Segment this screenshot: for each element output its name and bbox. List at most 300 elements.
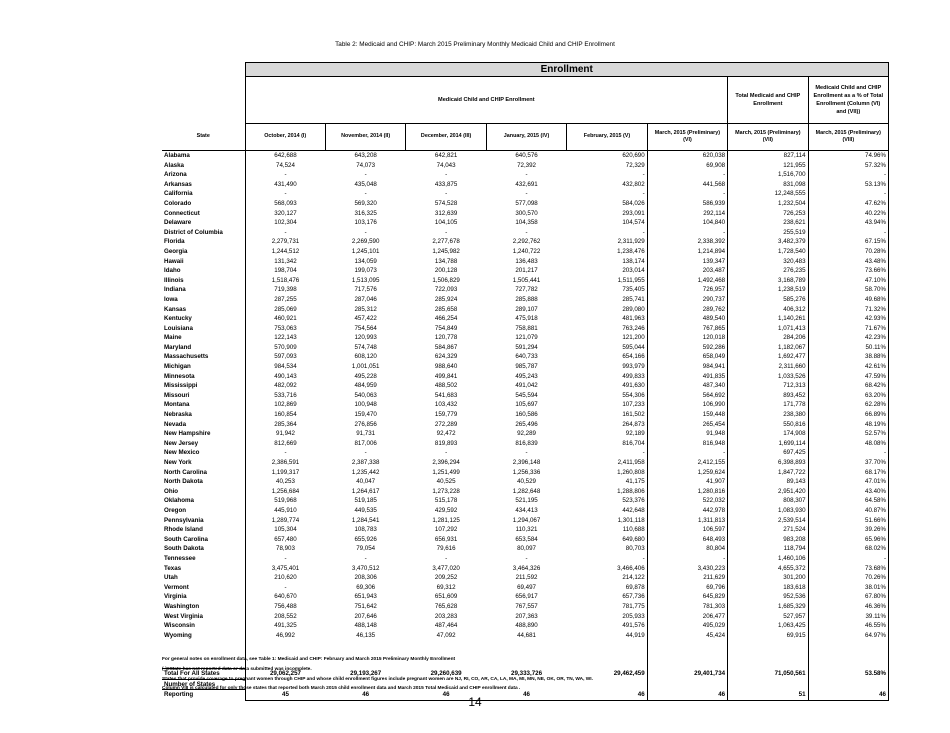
table-cell: 499,833 <box>567 372 647 382</box>
table-cell: 214,122 <box>567 573 647 583</box>
table-cell: 47.59% <box>808 372 888 382</box>
table-cell: 209,252 <box>434 574 458 582</box>
table-row <box>162 391 889 401</box>
table-cell: 203,487 <box>647 266 727 276</box>
table-cell: 159,470 <box>354 411 377 419</box>
table-cell: 70.26% <box>808 573 888 583</box>
state-name: Connecticut <box>164 209 200 217</box>
table-cell: 138,174 <box>567 257 647 267</box>
table-cell: 3,470,512 <box>351 564 380 572</box>
table-cell: 108,783 <box>354 526 377 534</box>
table-row <box>162 583 889 593</box>
table-cell: 533,716 <box>245 391 325 401</box>
table-cell: 767,557 <box>515 602 538 610</box>
table-cell: 1,238,519 <box>728 285 808 295</box>
table-cell: 53.13% <box>808 180 888 190</box>
table-cell: 570,909 <box>245 343 325 353</box>
table-cell: 238,621 <box>728 218 808 228</box>
enrollment-title: Enrollment <box>245 63 889 77</box>
table-cell: 568,093 <box>245 199 325 209</box>
table-cell: 207,646 <box>354 612 377 620</box>
table-row <box>162 228 889 238</box>
table-cell: 285,069 <box>245 305 325 315</box>
table-cell: 481,963 <box>567 314 647 324</box>
column-header: March, 2015 (Preliminary) (VI) <box>647 124 727 151</box>
table-cell: - <box>525 228 528 236</box>
table-cell: 592,286 <box>647 343 727 353</box>
table-cell: 40.87% <box>808 506 888 516</box>
table-cell: 816,704 <box>567 439 647 449</box>
table-cell: 276,235 <box>728 266 808 276</box>
table-cell: 69,497 <box>517 583 536 591</box>
table-row <box>162 535 889 545</box>
table-cell: 817,006 <box>354 439 377 447</box>
table-cell: 491,042 <box>515 382 538 390</box>
table-cell: 92,472 <box>436 430 456 438</box>
table-cell: 2,386,591 <box>245 458 325 468</box>
table-cell: 1,294,067 <box>512 516 541 524</box>
table-cell: 577,098 <box>515 199 538 207</box>
state-name: North Dakota <box>164 478 203 486</box>
table-row <box>162 448 889 458</box>
table-caption: Table 2: Medicaid and CHIP: March 2015 Preliminary Monthly Medicaid Child and CHIP Enrollment <box>335 41 615 48</box>
table-cell: 1,083,930 <box>728 506 808 516</box>
table-row <box>162 209 889 219</box>
table-cell: 287,046 <box>354 295 377 303</box>
table-cell: 272,289 <box>434 420 458 428</box>
table-cell: 597,093 <box>245 352 325 362</box>
table-cell: 46.36% <box>808 602 888 612</box>
total-cell: 29,462,459 <box>567 669 647 680</box>
state-name: Arizona <box>164 171 187 179</box>
table-cell: - <box>808 228 888 238</box>
table-cell: 645,829 <box>647 592 727 602</box>
table-cell: 41,175 <box>567 477 647 487</box>
table-cell: 265,454 <box>647 420 727 430</box>
table-cell: 67.80% <box>808 592 888 602</box>
state-name: Ohio <box>164 487 179 495</box>
table-cell: 106,597 <box>647 525 727 535</box>
state-name: Wyoming <box>164 631 192 639</box>
table-cell: 753,063 <box>245 324 325 334</box>
table-cell: 45,424 <box>647 631 727 641</box>
table-cell: 2,277,678 <box>432 238 460 246</box>
table-cell: 488,148 <box>354 622 377 630</box>
table-cell: 527,957 <box>728 612 808 622</box>
table-cell: 104,840 <box>647 218 727 228</box>
reporting-cell: 51 <box>728 690 808 700</box>
table-cell: 40,525 <box>436 478 456 486</box>
table-cell: - <box>445 554 448 562</box>
table-cell: - <box>445 228 448 236</box>
table-cell: 488,502 <box>434 382 458 390</box>
table-cell: 488,890 <box>515 622 538 630</box>
table-cell: 657,736 <box>567 592 647 602</box>
table-cell: 816,948 <box>647 439 727 449</box>
table-cell: 540,063 <box>354 391 377 399</box>
table-cell: 78,903 <box>245 544 325 554</box>
column-header: February, 2015 (V) <box>567 124 647 151</box>
table-cell: 1,284,541 <box>351 516 380 524</box>
table-cell: 1,506,829 <box>432 276 460 284</box>
table-cell: - <box>647 228 727 238</box>
table-cell: - <box>364 228 367 236</box>
reporting-cell: 46 <box>808 690 888 700</box>
table-cell: 103,176 <box>354 219 377 227</box>
table-cell: 46,135 <box>356 631 376 639</box>
table-cell: 442,978 <box>647 506 727 516</box>
table-cell: 429,592 <box>434 506 458 514</box>
table-cell: 1,281,125 <box>432 516 460 524</box>
total-enrollment-header: Total Medicaid and CHIP Enrollment <box>728 77 808 124</box>
table-cell: 71.32% <box>808 305 888 315</box>
table-cell: 2,387,338 <box>351 459 380 466</box>
table-row <box>162 554 889 564</box>
table-cell: 2,279,731 <box>245 237 325 247</box>
table-cell: 131,342 <box>245 257 325 267</box>
table-row <box>162 189 889 199</box>
state-name: Arkansas <box>164 180 192 188</box>
total-cell: 29,401,734 <box>647 669 727 680</box>
table-cell: 1,685,329 <box>728 602 808 612</box>
table-row <box>162 352 889 362</box>
footnote: (-)=State has not reported data or data submitted was incomplete. <box>162 667 312 672</box>
table-cell: 69,878 <box>567 583 647 593</box>
table-cell: 658,049 <box>647 352 727 362</box>
table-row <box>162 381 889 391</box>
table-cell: 726,957 <box>647 285 727 295</box>
table-cell: 64.58% <box>808 496 888 506</box>
table-cell: 320,127 <box>245 209 325 219</box>
table-cell: 80,097 <box>517 545 536 553</box>
table-cell: 3,477,020 <box>432 564 460 572</box>
table-cell: 287,255 <box>245 295 325 305</box>
table-cell: 44,919 <box>567 631 647 641</box>
table-cell: 40.22% <box>808 209 888 219</box>
table-cell: - <box>567 448 647 458</box>
state-name: New York <box>164 459 192 466</box>
table-cell: 74,043 <box>436 161 456 169</box>
table-cell: 584,867 <box>434 343 458 351</box>
table-cell: 264,873 <box>567 420 647 430</box>
state-name: Mississippi <box>164 382 198 390</box>
table-cell: 159,448 <box>647 410 727 420</box>
table-cell: 432,691 <box>515 180 538 188</box>
table-cell: 206,477 <box>647 612 727 622</box>
table-cell: 40,047 <box>356 478 376 486</box>
table-cell: 171,778 <box>728 400 808 410</box>
table-cell: 255,519 <box>728 228 808 238</box>
table-cell: 491,325 <box>245 621 325 631</box>
state-name: South Carolina <box>164 535 209 543</box>
table-row <box>162 218 889 228</box>
table-cell: 40,253 <box>245 477 325 487</box>
total-cell: 53.58% <box>808 669 888 680</box>
table-cell: 2,311,660 <box>728 362 808 372</box>
state-name: Montana <box>164 401 190 409</box>
table-cell: 697,425 <box>728 448 808 458</box>
table-cell: 118,794 <box>728 544 808 554</box>
state-name: Illinois <box>164 276 184 284</box>
table-cell: - <box>245 189 325 199</box>
state-name: Utah <box>164 574 178 582</box>
table-cell: 758,881 <box>515 324 538 332</box>
table-cell: - <box>567 170 647 180</box>
table-row <box>162 362 889 372</box>
table-cell: 717,576 <box>354 286 377 294</box>
table-cell: 69,312 <box>436 583 456 591</box>
reporting-cell: 46 <box>567 690 647 700</box>
table-cell: 466,254 <box>434 315 458 323</box>
table-cell: 1,273,228 <box>432 487 460 495</box>
table-row <box>162 333 889 343</box>
table-cell: 4,655,372 <box>728 564 808 574</box>
table-cell: 73.68% <box>808 564 888 574</box>
state-name: Rhode Island <box>164 526 203 534</box>
percent-header: Medicaid Child and CHIP Enrollment as a % of Total Enrollment (Column (VI) and (VII)) <box>808 77 888 124</box>
table-cell: 120,778 <box>434 334 458 342</box>
table-cell: 183,618 <box>728 583 808 593</box>
table-cell: 70.28% <box>808 247 888 257</box>
table-cell: 285,888 <box>515 295 538 303</box>
table-cell: 1,728,540 <box>728 247 808 257</box>
table-cell: 735,405 <box>567 285 647 295</box>
table-cell: 2,539,514 <box>728 516 808 526</box>
table-cell: 120,993 <box>354 334 377 342</box>
table-cell: 1,847,722 <box>728 468 808 478</box>
state-name: Washington <box>164 602 200 610</box>
table-cell: 2,269,590 <box>351 238 380 246</box>
table-cell: 1,071,413 <box>728 324 808 334</box>
table-cell: 519,185 <box>354 497 377 505</box>
table-row <box>162 400 889 410</box>
table-cell: 38.88% <box>808 352 888 362</box>
reporting-cell: 46 <box>325 690 405 700</box>
table-row <box>162 468 889 478</box>
table-cell: 207,363 <box>515 612 538 620</box>
reporting-cell: 46 <box>406 690 486 700</box>
table-cell: 72,392 <box>517 161 536 169</box>
table-cell: 134,788 <box>434 257 458 265</box>
table-cell: 1,513,095 <box>351 276 380 284</box>
table-cell: 69,908 <box>647 161 727 171</box>
reporting-cell: 46 <box>647 690 727 700</box>
table-cell: 983,208 <box>728 535 808 545</box>
table-cell: 1,259,624 <box>647 468 727 478</box>
state-name: Tennessee <box>164 554 196 562</box>
table-cell: 205,933 <box>567 612 647 622</box>
table-cell: 3,168,789 <box>728 276 808 286</box>
table-cell: 2,338,392 <box>647 237 727 247</box>
state-name: Idaho <box>164 267 181 275</box>
table-cell: 203,283 <box>434 612 458 620</box>
table-cell: 655,926 <box>354 535 377 543</box>
table-cell: - <box>245 448 325 458</box>
table-row <box>162 564 889 574</box>
table-cell: 654,166 <box>567 352 647 362</box>
column-header: March, 2015 (Preliminary) (VIII) <box>808 124 888 151</box>
table-cell: - <box>808 170 888 180</box>
table-cell: 1,692,477 <box>728 352 808 362</box>
table-cell: 293,091 <box>567 209 647 219</box>
table-cell: 1,282,648 <box>512 487 541 495</box>
table-cell: 122,143 <box>245 333 325 343</box>
table-cell: 1,001,051 <box>351 363 380 371</box>
state-name: California <box>164 190 193 198</box>
total-cell: 29,193,267 <box>350 670 382 678</box>
table-cell: 71.67% <box>808 324 888 334</box>
table-cell: 238,380 <box>728 410 808 420</box>
table-cell: - <box>364 449 367 457</box>
state-header: State <box>162 124 245 151</box>
table-cell: 1,511,955 <box>567 276 647 286</box>
table-cell: 46.55% <box>808 621 888 631</box>
table-cell: 2,411,958 <box>567 458 647 468</box>
state-name: Michigan <box>164 363 191 371</box>
table-cell: 110,688 <box>567 525 647 535</box>
table-cell: 495,228 <box>354 372 377 380</box>
table-cell: 1,232,504 <box>728 199 808 209</box>
table-cell: 66.89% <box>808 410 888 420</box>
table-cell: 491,576 <box>567 621 647 631</box>
table-cell: 984,941 <box>647 362 727 372</box>
table-cell: 484,959 <box>354 382 377 390</box>
state-name: New Hampshire <box>164 430 211 438</box>
table-row <box>162 372 889 382</box>
state-name: Oklahoma <box>164 497 194 505</box>
table-cell: 1,460,106 <box>728 554 808 564</box>
table-cell: 92,189 <box>567 429 647 439</box>
table-cell: 1,311,813 <box>647 516 727 526</box>
table-cell: 495,243 <box>515 372 538 380</box>
table-row <box>162 410 889 420</box>
table-cell: 767,865 <box>647 324 727 334</box>
table-cell: 68.02% <box>808 544 888 554</box>
state-name: Missouri <box>164 391 190 399</box>
table-row <box>162 602 889 612</box>
table-cell: 208,552 <box>245 612 325 622</box>
table-row <box>162 458 889 468</box>
table-cell: - <box>647 170 727 180</box>
table-row <box>162 621 889 631</box>
table-cell: 1,063,425 <box>728 621 808 631</box>
table-cell: - <box>245 228 325 238</box>
column-header-row <box>162 124 889 151</box>
table-cell: 200,128 <box>434 267 458 275</box>
table-cell: 2,311,929 <box>567 237 647 247</box>
table-cell: 523,376 <box>567 496 647 506</box>
reporting-label-line1: Number of States <box>162 679 245 690</box>
table-cell: 816,839 <box>515 439 538 447</box>
table-cell: 3,466,406 <box>567 564 647 574</box>
table-cell: 584,026 <box>567 199 647 209</box>
table-cell: 1,256,684 <box>245 487 325 497</box>
table-cell: 751,642 <box>354 602 377 610</box>
table-cell: 487,340 <box>647 381 727 391</box>
table-cell: 445,910 <box>245 506 325 516</box>
table-cell: 62.28% <box>808 400 888 410</box>
state-name: Massachusetts <box>164 353 209 361</box>
total-cell: 29,062,257 <box>245 669 325 680</box>
table-cell: 289,080 <box>567 305 647 315</box>
table-cell: 102,304 <box>245 218 325 228</box>
table-cell: 651,943 <box>354 593 377 601</box>
table-cell: 808,307 <box>728 496 808 506</box>
table-cell: 489,540 <box>647 314 727 324</box>
footnote: For general notes on enrollment data, see Table 1: Medicaid and CHIP: February and March 2015 Preliminary Monthly Enrollment <box>162 657 456 662</box>
table-cell: 640,733 <box>515 353 538 361</box>
table-cell: 316,325 <box>354 209 377 217</box>
reporting-label-line2: Reporting <box>162 690 245 700</box>
table-row <box>162 612 889 622</box>
table-row <box>162 439 889 449</box>
table-cell: - <box>445 190 448 198</box>
table-cell: 50.11% <box>808 343 888 353</box>
table-cell: 285,924 <box>434 295 458 303</box>
table-cell: 819,893 <box>434 439 458 447</box>
table-cell: 47.10% <box>808 276 888 286</box>
table-cell: 49.68% <box>808 295 888 305</box>
table-cell: 1,033,526 <box>728 372 808 382</box>
table-cell: 620,690 <box>567 151 647 161</box>
table-cell: 521,195 <box>515 497 538 505</box>
table-cell: 620,038 <box>647 151 727 161</box>
state-name: Maryland <box>164 343 192 351</box>
total-cell: 29,260,639 <box>430 670 462 678</box>
state-name: Alabama <box>164 152 190 159</box>
table-cell: 69,915 <box>728 631 808 641</box>
table-cell: 39.11% <box>808 612 888 622</box>
table-cell: 648,493 <box>647 535 727 545</box>
table-cell: 1,256,336 <box>512 468 541 476</box>
table-cell: 781,775 <box>567 602 647 612</box>
table-cell: 312,639 <box>434 209 458 217</box>
state-name: Hawaii <box>164 257 184 265</box>
table-cell: 585,276 <box>728 295 808 305</box>
state-name: West Virginia <box>164 612 203 620</box>
table-cell: - <box>808 189 888 199</box>
table-cell: 210,620 <box>245 573 325 583</box>
table-cell: 984,534 <box>245 362 325 372</box>
table-cell: 569,320 <box>354 199 377 207</box>
table-cell: 449,535 <box>354 506 377 514</box>
table-cell: 642,821 <box>434 152 458 159</box>
table-cell: - <box>808 448 888 458</box>
table-cell: 2,292,762 <box>512 238 541 246</box>
table-cell: 160,586 <box>515 411 538 419</box>
table-cell: 406,312 <box>728 305 808 315</box>
table-cell: 64.97% <box>808 631 888 641</box>
table-cell: 831,098 <box>728 180 808 190</box>
table-cell: 174,908 <box>728 429 808 439</box>
table-row <box>162 285 889 295</box>
table-cell: 1,264,617 <box>351 487 380 495</box>
table-cell: 1,699,114 <box>728 439 808 449</box>
table-row <box>162 161 889 171</box>
table-cell: 107,292 <box>434 526 458 534</box>
table-cell: - <box>567 189 647 199</box>
table-cell: 624,329 <box>434 353 458 361</box>
table-cell: 657,480 <box>245 535 325 545</box>
table-cell: 89,143 <box>728 477 808 487</box>
table-cell: 107,233 <box>567 400 647 410</box>
column-header: December, 2014 (III) <box>406 124 486 151</box>
table-row <box>162 324 889 334</box>
table-cell: 320,483 <box>728 257 808 267</box>
table-cell: 104,358 <box>515 219 538 227</box>
table-row <box>162 257 889 267</box>
state-name: Texas <box>164 564 182 572</box>
